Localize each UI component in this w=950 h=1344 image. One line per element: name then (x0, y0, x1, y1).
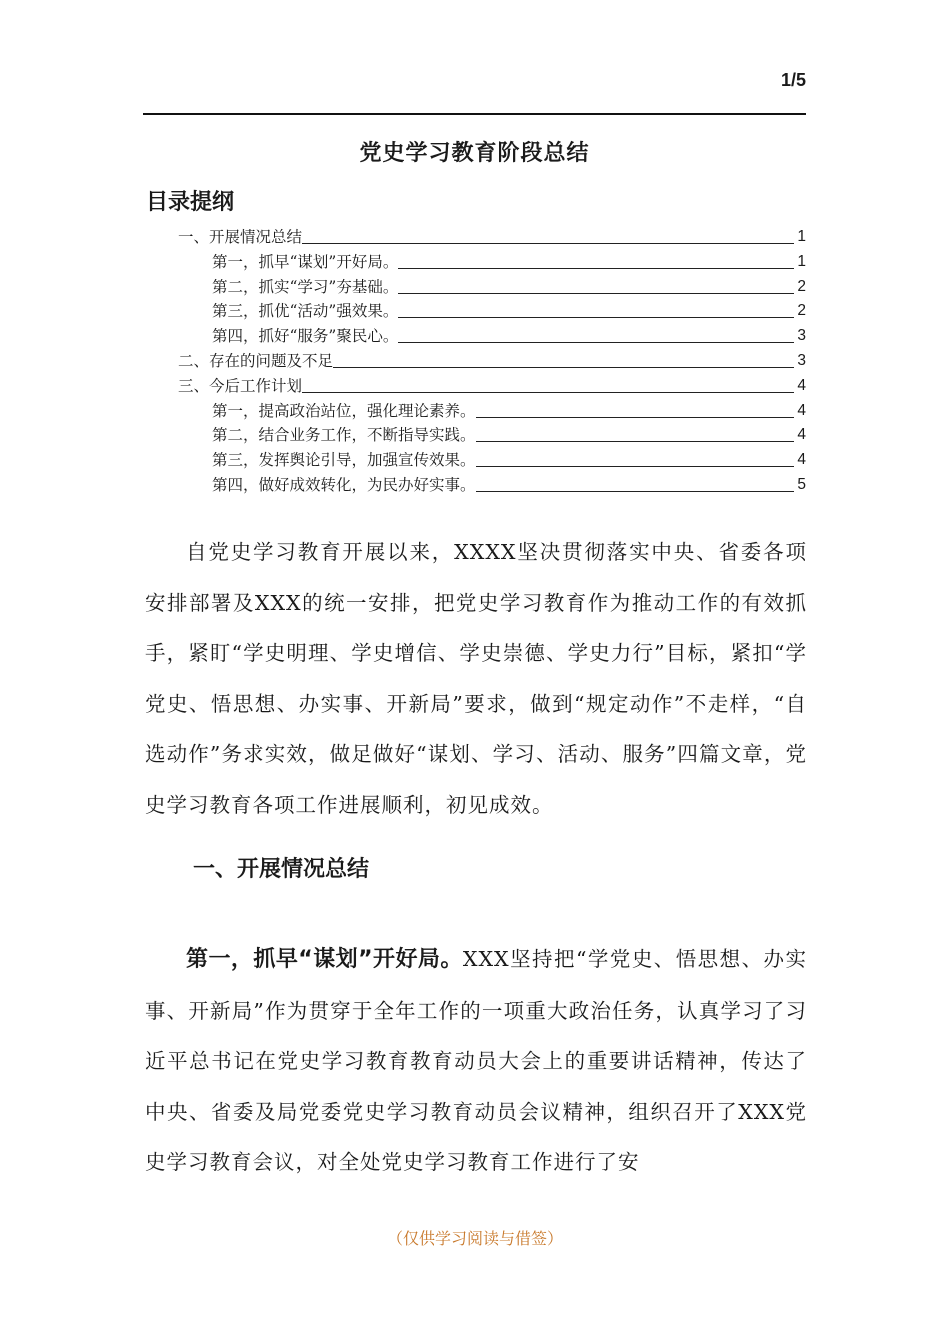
toc-leader-line (476, 441, 794, 442)
toc-leader-line (398, 317, 794, 318)
toc-leader-line (333, 367, 794, 368)
toc-entry[interactable] (178, 350, 806, 372)
toc-page-number: 5 (797, 476, 806, 493)
paragraph-text: XXX坚持把“学党史、悟思想、办实事、开新局”作为贯穿于全年工作的一项重大政治任务，认真学习了习近平总书记在党史学习教育教育动员大会上的重要讲话精神，传达了中央、省委及局党委党史学习教育动员会议精神，组织召开了XXX党史学习教育会议，对全处党史学习教育工作进行了安 (145, 947, 808, 1174)
section-paragraph (145, 934, 807, 1188)
toc-entry[interactable] (212, 400, 806, 422)
toc-page-number: 4 (797, 376, 806, 394)
toc-leader-line (398, 293, 794, 294)
toc-entry-text: 第二，抓实“学习”夯基础。 (212, 277, 399, 296)
intro-paragraph: 自党史学习教育开展以来，XXXX坚决贯彻落实中央、省委各项安排部署及XXX的统一安排，把党史学习教育作为推动工作的有效抓手，紧盯“学史明理、学史增信、学史崇德、学史力行”目标，紧扣“学党史、悟思想、办实事、开新局”要求，做到“规定动作”不走样，“自选动作”务求实效，做足做好“谋划、学习、活动、服务”四篇文章，党史学习教育各项工作进展顺利，初见成效。 (145, 540, 807, 817)
page-indicator: 1/5 (780, 70, 806, 90)
toc-leader-line (302, 243, 794, 244)
toc-entry-text: 一、开展情况总结 (178, 228, 303, 246)
toc-entry[interactable] (212, 300, 806, 322)
toc-leader-line (302, 392, 794, 393)
toc-page-number: 1 (797, 252, 806, 270)
toc-entry[interactable] (212, 325, 806, 347)
toc-leader-line (398, 268, 794, 269)
toc-entry[interactable] (178, 226, 806, 248)
toc-entry-text: 第一，提高政治站位，强化理论素养。 (212, 401, 476, 420)
section-heading: 一、开展情况总结 (193, 857, 370, 882)
document-title: 党史学习教育阶段总结 (359, 141, 590, 166)
toc-page-number: 4 (797, 426, 806, 444)
toc-entry[interactable] (212, 474, 806, 496)
toc-entry-text: 第二，结合业务工作，不断指导实践。 (212, 426, 476, 445)
toc-page-number: 2 (797, 277, 806, 295)
toc-leader-line (476, 491, 794, 492)
toc-leader-line (398, 342, 794, 343)
toc-leader-line (476, 417, 794, 418)
toc-entry[interactable] (212, 449, 806, 471)
toc-entry[interactable] (178, 375, 806, 397)
toc-page-number: 3 (797, 327, 806, 345)
toc-entry-text: 第一，抓早“谋划”开好局。 (212, 252, 399, 271)
toc-entry-text: 三、今后工作计划 (178, 376, 303, 395)
header-rule (143, 113, 806, 115)
toc-leader-line (476, 466, 794, 467)
toc-entry[interactable] (212, 276, 806, 298)
toc-entry-text: 第三，发挥舆论引导，加强宣传效果。 (212, 451, 476, 470)
toc-page-number: 2 (797, 302, 806, 320)
toc-page-number: 4 (797, 401, 806, 419)
toc-entry[interactable] (212, 424, 806, 446)
toc-entry-text: 二、存在的问题及不足 (178, 352, 334, 370)
toc-page-number: 1 (797, 228, 806, 245)
toc-entry-text: 第三，抓优“活动”强效果。 (212, 302, 399, 321)
toc-entry-text: 第四，抓好“服务”聚民心。 (212, 327, 399, 346)
toc-page-number: 3 (797, 352, 806, 369)
toc-page-number: 4 (797, 451, 806, 469)
toc-entry[interactable] (212, 251, 806, 273)
toc-entry-text: 第四，做好成效转化，为民办好实事。 (212, 476, 476, 494)
footer-note: （仅供学习阅读与借签） (386, 1229, 563, 1248)
toc-heading: 目录提纲 (146, 190, 235, 215)
paragraph-lead: 第一，抓早“谋划”开好局。 (186, 947, 463, 972)
